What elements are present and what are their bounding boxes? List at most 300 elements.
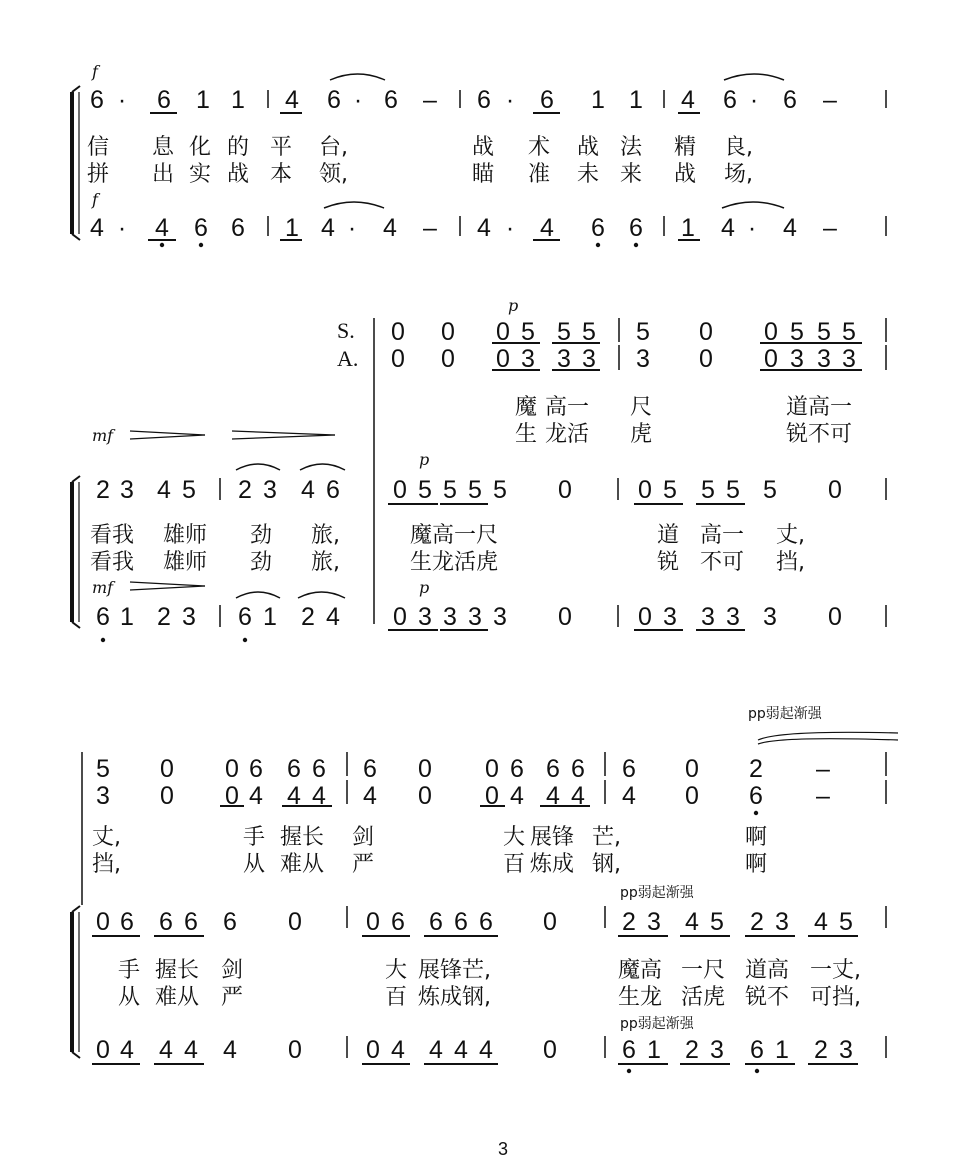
note: 5 — [557, 318, 571, 346]
lyric: 大 — [385, 958, 408, 983]
crescendo-hairpin — [130, 586, 205, 590]
lyric: 一丈, — [810, 958, 861, 983]
note: 0 — [558, 476, 572, 504]
lyric: 剑 — [352, 825, 375, 850]
dynamic-forte: f — [92, 62, 98, 81]
octave-dot — [243, 638, 247, 642]
note: 3 — [775, 908, 789, 936]
lyric: 难从 — [155, 985, 200, 1010]
dynamic-forte: f — [92, 190, 98, 209]
note: 3 — [96, 782, 110, 810]
lyric: 生龙活虎 — [410, 550, 499, 575]
note: 2 — [301, 603, 315, 631]
lyric: 信 — [87, 135, 110, 160]
tie-arc — [724, 74, 784, 80]
lyric: 魔高 — [618, 958, 663, 983]
note: 5 — [701, 476, 715, 504]
note: 6 — [90, 86, 104, 114]
note: 3 — [582, 345, 596, 373]
expression-marking: pp弱起渐强 — [748, 706, 822, 722]
note: 5 — [790, 318, 804, 346]
lyric: 良, — [724, 135, 753, 160]
lyric: 道高 — [745, 958, 790, 983]
note: 6 — [384, 86, 398, 114]
note: 0 — [391, 345, 405, 373]
note: 5 — [418, 476, 432, 504]
note: 0 — [764, 318, 778, 346]
note: 6 — [194, 214, 208, 242]
note: 3 — [120, 476, 134, 504]
lyric: 出 — [152, 162, 175, 187]
lyric: 平 — [270, 135, 293, 160]
lyric: 百 — [385, 985, 408, 1010]
note: 3 — [663, 603, 677, 631]
note: 3 — [726, 603, 740, 631]
dynamic-piano: p — [508, 296, 519, 315]
octave-dot — [755, 1069, 759, 1073]
lyric: 展锋 — [530, 825, 575, 850]
note: 4 — [157, 476, 171, 504]
dynamic-mezzo-forte: mf — [92, 578, 114, 597]
lyric: 未 — [577, 162, 600, 187]
lyric: 战 — [472, 135, 495, 160]
lyric: 啊 — [745, 825, 768, 850]
lyric: 从 — [243, 852, 266, 877]
note: 2 — [750, 908, 764, 936]
note-dash: – — [823, 86, 837, 114]
note: 0 — [393, 603, 407, 631]
note: 6 — [391, 908, 405, 936]
note: 6 — [622, 1036, 636, 1064]
note: 0 — [160, 782, 174, 810]
note: 3 — [418, 603, 432, 631]
lyric: 雄师 — [163, 523, 208, 548]
crescendo-line — [758, 739, 898, 744]
lyric: 来 — [620, 162, 643, 187]
note: 1 — [231, 86, 245, 114]
note: 4 — [546, 782, 560, 810]
note: 4 — [391, 1036, 405, 1064]
note: 4 — [159, 1036, 173, 1064]
lyric: 战 — [577, 135, 600, 160]
crescendo-hairpin — [130, 435, 205, 439]
note: 3 — [763, 603, 777, 631]
note-dash: – — [816, 782, 830, 810]
note: 6 — [238, 603, 252, 631]
lyric: 本 — [270, 162, 293, 187]
lyric: 台, — [319, 135, 348, 160]
note: 0 — [441, 345, 455, 373]
lyric: 钢, — [592, 852, 621, 877]
note-dot: · — [749, 86, 759, 114]
note: 0 — [764, 345, 778, 373]
note: 0 — [638, 476, 652, 504]
note: 6 — [363, 755, 377, 783]
note: 6 — [249, 755, 263, 783]
octave-dot — [754, 811, 758, 815]
note: 2 — [814, 1036, 828, 1064]
octave-dot — [101, 638, 105, 642]
octave-dot — [634, 243, 638, 247]
lyric: 劲 — [250, 523, 273, 548]
lyric: 握长 — [155, 958, 200, 983]
lyric: 劲 — [250, 550, 273, 575]
lyric: 龙活 — [545, 422, 590, 447]
lyric: 炼成钢, — [418, 985, 491, 1010]
note: 3 — [701, 603, 715, 631]
note-dot: · — [505, 86, 515, 114]
lyric: 旅, — [311, 523, 340, 548]
note: 0 — [828, 603, 842, 631]
note: 0 — [288, 908, 302, 936]
lyric: 可挡, — [810, 985, 861, 1010]
note: 4 — [285, 86, 299, 114]
note: 0 — [543, 908, 557, 936]
note: 6 — [540, 86, 554, 114]
lyric: 啊 — [745, 852, 768, 877]
note: 6 — [629, 214, 643, 242]
note: 5 — [182, 476, 196, 504]
note: 6 — [591, 214, 605, 242]
note: 6 — [546, 755, 560, 783]
note: 4 — [287, 782, 301, 810]
lyric: 战 — [674, 162, 697, 187]
note: 4 — [223, 1036, 237, 1064]
note: 5 — [710, 908, 724, 936]
note: 2 — [96, 476, 110, 504]
octave-dot — [596, 243, 600, 247]
note: 0 — [496, 345, 510, 373]
note: 4 — [571, 782, 585, 810]
note: 4 — [155, 214, 169, 242]
note: 4 — [363, 782, 377, 810]
note: 5 — [842, 318, 856, 346]
note: 4 — [479, 1036, 493, 1064]
lyric: 场, — [724, 162, 753, 187]
note: 3 — [557, 345, 571, 373]
note: 0 — [558, 603, 572, 631]
note: 0 — [160, 755, 174, 783]
note: 5 — [663, 476, 677, 504]
crescendo-hairpin — [232, 431, 335, 435]
lyric: 虎 — [630, 422, 653, 447]
system-bracket-hook — [72, 906, 80, 912]
lyric: 瞄 — [472, 162, 495, 187]
note: 6 — [157, 86, 171, 114]
note: 1 — [775, 1036, 789, 1064]
system-bracket-hook — [72, 234, 80, 240]
note: 3 — [636, 345, 650, 373]
note: 4 — [814, 908, 828, 936]
note: 3 — [182, 603, 196, 631]
lyric: 道 — [657, 523, 680, 548]
note: 2 — [157, 603, 171, 631]
octave-dot — [160, 243, 164, 247]
lyric: 魔 — [515, 395, 538, 420]
note-dash: – — [823, 214, 837, 242]
note: 0 — [496, 318, 510, 346]
note: 2 — [685, 1036, 699, 1064]
tie-arc — [330, 74, 385, 80]
note: 6 — [327, 86, 341, 114]
note: 6 — [326, 476, 340, 504]
note: 4 — [622, 782, 636, 810]
note: 3 — [790, 345, 804, 373]
lyric: 生龙 — [618, 985, 663, 1010]
note: 4 — [321, 214, 335, 242]
note: 6 — [750, 1036, 764, 1064]
note: 5 — [468, 476, 482, 504]
lyric: 雄师 — [163, 550, 208, 575]
note: 6 — [231, 214, 245, 242]
lyric: 实 — [189, 162, 212, 187]
note-dash: – — [423, 86, 437, 114]
note: 4 — [249, 782, 263, 810]
tie-arc — [236, 592, 280, 598]
lyric: 旅, — [311, 550, 340, 575]
lyric: 握长 — [280, 825, 325, 850]
note: 3 — [443, 603, 457, 631]
tie-arc — [324, 202, 384, 208]
lyric: 大 — [503, 825, 526, 850]
note: 0 — [485, 755, 499, 783]
note: 3 — [710, 1036, 724, 1064]
note: 0 — [366, 1036, 380, 1064]
note: 2 — [238, 476, 252, 504]
note-dot: · — [505, 214, 515, 242]
note: 1 — [196, 86, 210, 114]
note-dot: · — [347, 214, 357, 242]
note: 4 — [454, 1036, 468, 1064]
note: 0 — [638, 603, 652, 631]
note: 3 — [493, 603, 507, 631]
note: 6 — [120, 908, 134, 936]
note-dot: · — [747, 214, 757, 242]
note: 4 — [383, 214, 397, 242]
note: 6 — [749, 782, 763, 810]
lyric: 不可 — [700, 550, 745, 575]
note: 4 — [783, 214, 797, 242]
note: 6 — [312, 755, 326, 783]
note: 2 — [749, 755, 763, 783]
page-number: 3 — [498, 1139, 509, 1159]
lyric: 从 — [118, 985, 141, 1010]
dynamic-piano: p — [419, 578, 430, 597]
note: 4 — [540, 214, 554, 242]
note: 3 — [263, 476, 277, 504]
note: 1 — [629, 86, 643, 114]
dynamic-piano: p — [419, 450, 430, 469]
note: 4 — [326, 603, 340, 631]
note-dot: · — [117, 86, 127, 114]
note: 1 — [681, 214, 695, 242]
lyric: 一尺 — [681, 958, 726, 983]
note: 0 — [96, 1036, 110, 1064]
lyric: 尺 — [630, 395, 653, 420]
note: 4 — [301, 476, 315, 504]
octave-dot — [627, 1069, 631, 1073]
note: 4 — [120, 1036, 134, 1064]
note: 0 — [543, 1036, 557, 1064]
note-dot: · — [353, 86, 363, 114]
note: 4 — [510, 782, 524, 810]
lyric: 化 — [189, 135, 212, 160]
note: 0 — [699, 318, 713, 346]
note-dot: · — [117, 214, 127, 242]
lyric: 拼 — [87, 162, 110, 187]
note: 1 — [647, 1036, 661, 1064]
dynamic-mezzo-forte: mf — [92, 426, 114, 445]
note: 1 — [591, 86, 605, 114]
note: 1 — [120, 603, 134, 631]
lyric: 严 — [221, 985, 244, 1010]
lyric: 战 — [227, 162, 250, 187]
tie-arc — [236, 464, 280, 470]
lyric: 手 — [118, 958, 141, 983]
lyric: 生 — [515, 422, 538, 447]
note: 0 — [418, 755, 432, 783]
note: 0 — [418, 782, 432, 810]
lyric: 高一 — [700, 523, 745, 548]
lyric: 丈, — [776, 523, 805, 548]
note: 6 — [783, 86, 797, 114]
note: 3 — [468, 603, 482, 631]
lyric: 法 — [620, 135, 643, 160]
note: 6 — [622, 755, 636, 783]
lyric: 术 — [528, 135, 551, 160]
crescendo-hairpin — [232, 435, 335, 439]
lyric: 挡, — [92, 852, 121, 877]
system-bracket-hook — [72, 476, 80, 482]
note: 4 — [721, 214, 735, 242]
note: 5 — [817, 318, 831, 346]
note: 4 — [184, 1036, 198, 1064]
system-bracket-hook — [72, 622, 80, 628]
note: 4 — [477, 214, 491, 242]
note: 0 — [685, 755, 699, 783]
lyric: 剑 — [221, 958, 244, 983]
crescendo-hairpin — [130, 431, 205, 435]
lyric: 难从 — [280, 852, 325, 877]
note: 4 — [685, 908, 699, 936]
note: 4 — [312, 782, 326, 810]
note: 6 — [510, 755, 524, 783]
lyric: 百 — [503, 852, 526, 877]
tie-arc — [298, 592, 345, 598]
lyric: 手 — [243, 825, 266, 850]
note: 0 — [828, 476, 842, 504]
note: 0 — [225, 782, 239, 810]
note: 6 — [477, 86, 491, 114]
note: 5 — [839, 908, 853, 936]
note: 3 — [647, 908, 661, 936]
note: 5 — [96, 755, 110, 783]
octave-dot — [199, 243, 203, 247]
note: 0 — [96, 908, 110, 936]
note: 2 — [622, 908, 636, 936]
note: 3 — [842, 345, 856, 373]
lyric: 息 — [152, 135, 175, 160]
note: 5 — [582, 318, 596, 346]
note: 6 — [184, 908, 198, 936]
note: 0 — [225, 755, 239, 783]
note: 0 — [393, 476, 407, 504]
note: 0 — [441, 318, 455, 346]
lyric: 活虎 — [681, 985, 726, 1010]
lyric: 道高一 — [786, 395, 853, 420]
note: 5 — [636, 318, 650, 346]
alto-label: A. — [337, 346, 359, 371]
system-bracket-hook — [72, 86, 80, 92]
lyric: 锐不 — [745, 985, 790, 1010]
note: 6 — [723, 86, 737, 114]
lyric: 展锋芒, — [418, 958, 491, 983]
note: 3 — [839, 1036, 853, 1064]
lyric: 领, — [319, 162, 348, 187]
expression-marking: pp弱起渐强 — [620, 885, 694, 901]
lyric: 挡, — [776, 550, 805, 575]
note: 3 — [817, 345, 831, 373]
crescendo-hairpin — [130, 582, 205, 586]
note: 6 — [454, 908, 468, 936]
note: 0 — [391, 318, 405, 346]
note: 5 — [726, 476, 740, 504]
lyric: 魔高一尺 — [410, 523, 499, 548]
note: 4 — [681, 86, 695, 114]
note-dash: – — [816, 755, 830, 783]
lyric: 的 — [227, 135, 250, 160]
lyric: 严 — [352, 852, 375, 877]
lyric: 锐 — [657, 550, 680, 575]
note: 6 — [571, 755, 585, 783]
tie-arc — [722, 202, 784, 208]
note: 6 — [479, 908, 493, 936]
lyric: 芒, — [592, 825, 621, 850]
note: 5 — [443, 476, 457, 504]
note: 3 — [521, 345, 535, 373]
note: 0 — [699, 345, 713, 373]
note: 6 — [159, 908, 173, 936]
expression-marking: pp弱起渐强 — [620, 1016, 694, 1032]
note: 5 — [763, 476, 777, 504]
note: 6 — [287, 755, 301, 783]
note: 4 — [429, 1036, 443, 1064]
note: 0 — [685, 782, 699, 810]
lyric: 炼成 — [530, 852, 575, 877]
system-bracket-hook — [72, 1052, 80, 1058]
note: 5 — [521, 318, 535, 346]
note-dash: – — [423, 214, 437, 242]
lyric: 精 — [674, 135, 697, 160]
lyric: 看我 — [90, 550, 135, 575]
note: 6 — [429, 908, 443, 936]
note: 0 — [485, 782, 499, 810]
lyric: 看我 — [90, 523, 135, 548]
note: 4 — [90, 214, 104, 242]
note: 6 — [96, 603, 110, 631]
lyric: 丈, — [92, 825, 121, 850]
lyric: 锐不可 — [786, 422, 853, 447]
tie-arc — [300, 464, 345, 470]
lyric: 准 — [528, 162, 551, 187]
note: 1 — [263, 603, 277, 631]
lyric: 高一 — [545, 395, 590, 420]
note: 1 — [285, 214, 299, 242]
soprano-label: S. — [337, 318, 355, 343]
note: 0 — [288, 1036, 302, 1064]
note: 5 — [493, 476, 507, 504]
note: 0 — [366, 908, 380, 936]
